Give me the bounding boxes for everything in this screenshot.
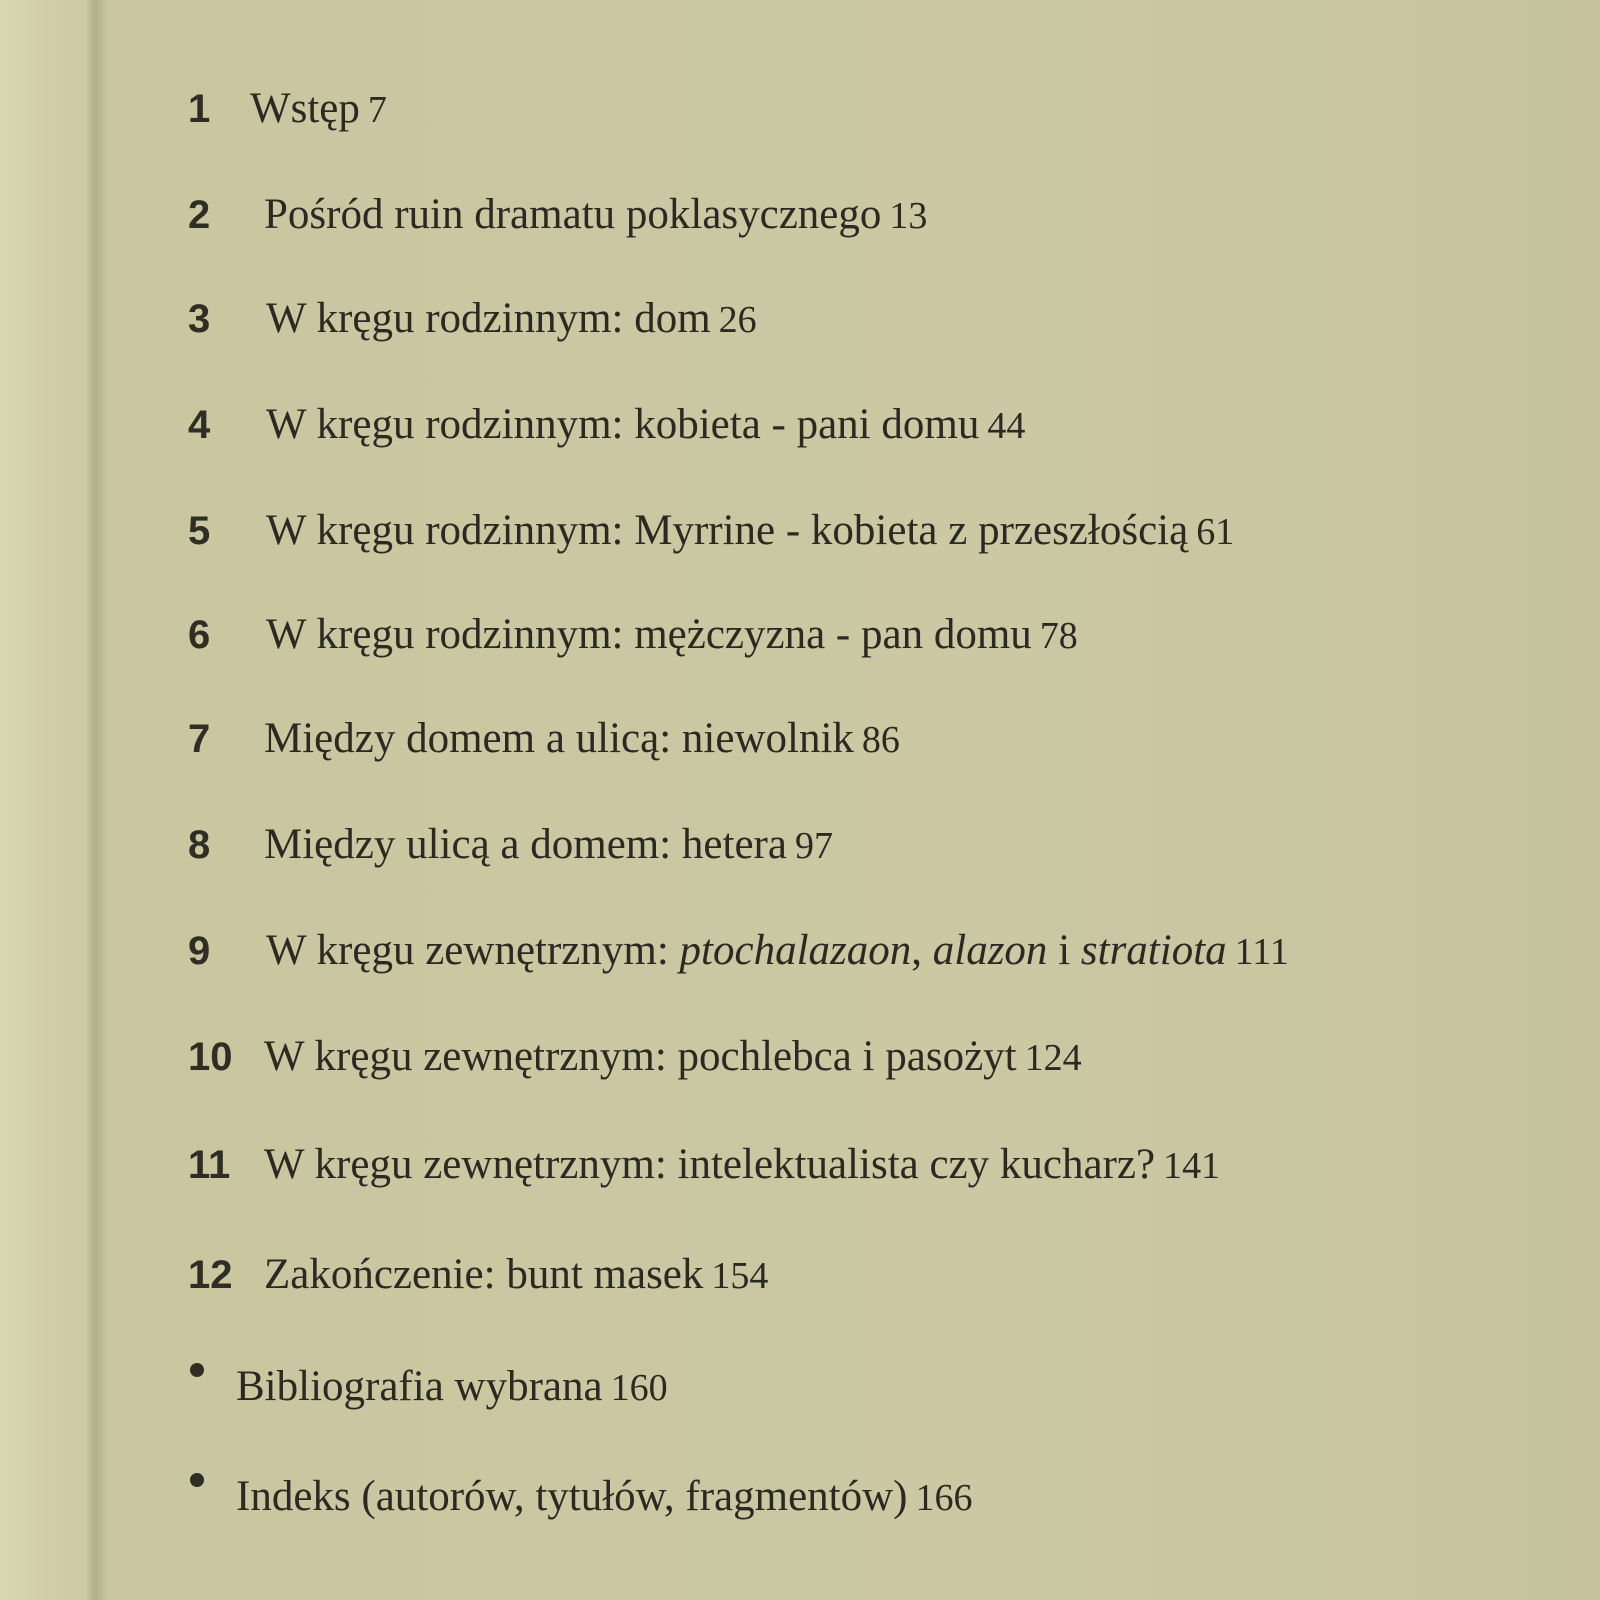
page-number: 44	[987, 405, 1026, 447]
chapter-number: 11	[188, 1143, 231, 1187]
chapter-number: 10	[188, 1035, 233, 1079]
chapter-number: 5	[188, 509, 211, 553]
chapter-title-separator-1: ,	[911, 927, 933, 974]
chapter-title-term-1: ptochalazaon	[679, 927, 912, 974]
chapter-title: Wstęp	[250, 85, 360, 132]
page-number: 141	[1163, 1145, 1221, 1187]
page-number: 78	[1039, 615, 1078, 657]
toc-entry-11	[188, 1118, 1354, 1188]
chapter-title-term-3: stratiota	[1080, 927, 1227, 974]
chapter-number: 12	[188, 1253, 233, 1297]
chapter-number: 8	[188, 823, 211, 867]
chapter-number: 1	[188, 87, 211, 131]
toc-entry-7	[188, 692, 1052, 762]
chapter-title: Między domem a ulicą: niewolnik	[264, 715, 854, 762]
toc-entry-2	[188, 168, 1093, 238]
page-number: 7	[367, 89, 387, 131]
page-number: 124	[1024, 1037, 1082, 1079]
chapter-title: Między ulicą a domem: hetera	[264, 821, 787, 868]
chapter-number: 6	[188, 613, 211, 657]
toc-entry-12	[188, 1228, 900, 1298]
toc-entry-4	[188, 378, 1183, 448]
chapter-title: W kręgu rodzinnym: dom	[266, 295, 711, 342]
chapter-title-separator-2: i	[1047, 927, 1081, 974]
appendix-title: Bibliografia wybrana	[236, 1363, 603, 1410]
page-number: 111	[1234, 931, 1289, 973]
toc-entry-10	[188, 1010, 1218, 1080]
chapter-title-prefix: W kręgu zewnętrznym:	[266, 927, 680, 974]
page-number: 61	[1196, 511, 1235, 553]
page-number: 13	[889, 195, 928, 237]
chapter-title: W kręgu rodzinnym: Myrrine - kobieta z przeszłością	[266, 507, 1189, 554]
chapter-number: 4	[188, 403, 211, 447]
page-number: 86	[861, 719, 900, 761]
toc-entry-9	[188, 904, 1439, 974]
page-number: 26	[718, 299, 757, 341]
chapter-title: W kręgu rodzinnym: kobieta - pani domu	[266, 401, 980, 448]
toc-entry-5	[188, 484, 1392, 554]
chapter-title: W kręgu rodzinnym: mężczyzna - pan domu	[266, 611, 1032, 658]
toc-entry-8	[188, 798, 979, 868]
chapter-title: W kręgu zewnętrznym: pochlebca i pasożyt	[264, 1033, 1017, 1080]
toc-appendix-bibliography	[188, 1340, 800, 1410]
page-number: 166	[915, 1477, 973, 1519]
chapter-number: 7	[188, 717, 211, 761]
page-number: 97	[794, 825, 833, 867]
page-number: 160	[610, 1367, 668, 1409]
page-number: 154	[711, 1255, 769, 1297]
toc-appendix-index	[188, 1450, 1101, 1520]
chapter-number: 3	[188, 297, 211, 341]
bullet-icon	[190, 1473, 204, 1487]
appendix-title: Indeks (autorów, tytułów, fragmentów)	[236, 1473, 908, 1520]
toc-entry-3	[188, 272, 915, 342]
toc-entry-1	[188, 62, 559, 132]
chapter-title: Zakończenie: bunt masek	[264, 1251, 704, 1298]
toc-entry-6	[188, 588, 1234, 658]
chapter-title: Pośród ruin dramatu poklasycznego	[264, 191, 882, 238]
chapter-number: 2	[188, 193, 211, 237]
bullet-icon	[190, 1363, 204, 1377]
chapter-title: W kręgu zewnętrznym: intelektualista czy kucharz?	[264, 1141, 1156, 1188]
chapter-number: 9	[188, 929, 211, 973]
chapter-title	[266, 921, 1227, 981]
chapter-title-term-2: alazon	[932, 927, 1048, 974]
